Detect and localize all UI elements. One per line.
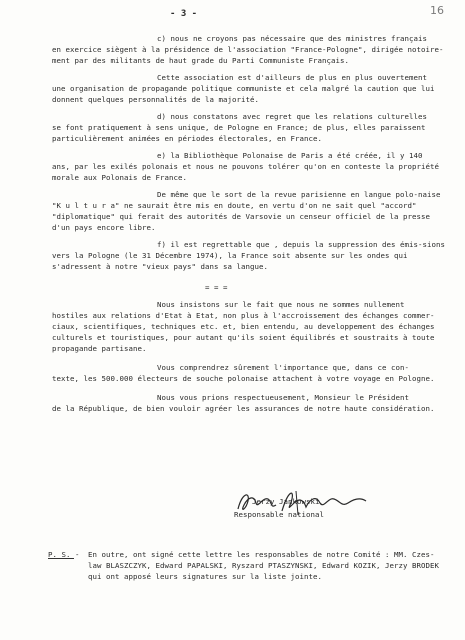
postscript-line: En outre, ont signé cette lettre les responsables de notre Comité : MM. Czes- xyxy=(88,550,435,559)
closing-paragraph-line: ciaux, scientifiques, techniques etc. et, bien entendu, au developpement des échanges xyxy=(52,322,435,331)
signer-name: Jerzy Jankowski xyxy=(252,497,320,506)
closing-paragraph-line: propagande partisane. xyxy=(52,344,147,353)
paragraph-line: donnent quelques personnalités de la majorité. xyxy=(52,95,259,104)
postscript-line: qui ont apposé leurs signatures sur la liste jointe. xyxy=(88,572,322,581)
paragraph-kultura-line: "K u l t u r a" ne saurait être mis en doute, en vertu d'on ne sait quel "accord" xyxy=(52,201,417,210)
paragraph-d-line: d) nous constatons avec regret que les relations culturelles xyxy=(157,112,427,121)
paragraph-d-line: particulièrement animées en périodes électorales, en France. xyxy=(52,134,322,143)
page-number: - 3 - xyxy=(170,9,198,19)
paragraph-c-line: c) nous ne croyons pas nécessaire que des ministres français xyxy=(157,34,427,43)
closing-paragraph-line: hostiles aux relations d'Etat à Etat, non plus à l'accroissement des échanges commer- xyxy=(52,311,435,320)
postscript-underline xyxy=(48,558,74,559)
paragraph-e-line: ans, par les exilés polonais et nous ne pouvons tolérer qu'on en conteste la propriété xyxy=(52,162,439,171)
postscript-line: law BLASZCZYK, Edward PAPALSKI, Ryszard PTASZYNSKI, Edward KOZIK, Jerzy BRODEK xyxy=(88,561,439,570)
paragraph-e-line: morale aux Polonais de France. xyxy=(52,173,187,182)
paragraph-f-line: s'adressent à notre "vieux pays" dans sa langue. xyxy=(52,262,268,271)
paragraph-f-line: vers la Pologne (le 31 Décembre 1974), la France soit absente sur les ondes qui xyxy=(52,251,408,260)
paragraph-line: une organisation de propagande politique communiste et cela malgré la caution que lui xyxy=(52,84,435,93)
closing-paragraph-line: texte, les 500.000 électeurs de souche polonaise attachent à votre voyage en Pologne. xyxy=(52,374,435,383)
closing-paragraph-line: Nous insistons sur le fait que nous ne sommes nullement xyxy=(157,300,405,309)
postscript-label: P. S. - xyxy=(48,550,80,559)
paragraph-e-line: e) la Bibliothèque Polonaise de Paris a été créée, il y 140 xyxy=(157,151,423,160)
handwritten-page-annotation: 16 xyxy=(430,4,444,17)
paragraph-kultura-line: d'un pays encore libre. xyxy=(52,223,156,232)
paragraph-f-line: f) il est regrettable que , depuis la suppression des émis-sions xyxy=(157,240,445,249)
paragraph-c-line: en exercice siègent à la présidence de l'association "France-Pologne", dirigée notoire- xyxy=(52,45,444,54)
paragraph-kultura-line: "diplomatique" qui ferait des autorités de Varsovie un censeur officiel de la presse xyxy=(52,212,430,221)
closing-paragraph-line: culturels et touristiques, pour autant qu'ils soient équilibrés et soustraits à toute xyxy=(52,333,435,342)
salutation-line: Nous vous prions respectueusement, Monsieur le Président xyxy=(157,393,409,402)
paragraph-d-line: se font pratiquement à sens unique, de Pologne en France; de plus, elles paraissent xyxy=(52,123,426,132)
signer-title: Responsable national xyxy=(234,510,324,519)
closing-paragraph-line: Vous comprendrez sûrement l'importance que, dans ce con- xyxy=(157,363,409,372)
salutation-line: de la République, de bien vouloir agréer les assurances de notre haute considération. xyxy=(52,404,435,413)
paragraph-kultura-line: De même que le sort de la revue parisienne en langue polo-naise xyxy=(157,190,441,199)
paragraph-line: Cette association est d'ailleurs de plus en plus ouvertement xyxy=(157,73,427,82)
paragraph-c-line: ment par des militants de haut grade du Parti Communiste Français. xyxy=(52,56,349,65)
section-separator: = = = xyxy=(205,283,228,292)
